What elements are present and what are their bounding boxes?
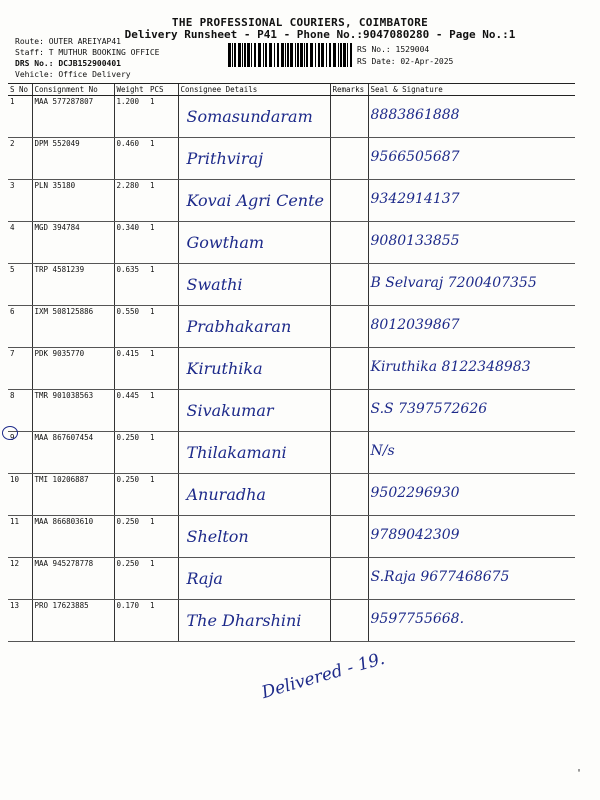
barcode-image bbox=[228, 43, 352, 67]
handwritten-signature: N/s bbox=[370, 443, 395, 459]
column-header: Consignee Details bbox=[178, 84, 330, 96]
row-consignee bbox=[178, 558, 330, 600]
row-consignee bbox=[178, 474, 330, 516]
vehicle-label: Vehicle: Office Delivery bbox=[15, 70, 131, 79]
row-consignee bbox=[178, 516, 330, 558]
barcode-bar bbox=[340, 43, 342, 67]
row-weight: 0.550 bbox=[114, 306, 148, 348]
row-consignee bbox=[178, 390, 330, 432]
row-sno: 10 bbox=[8, 474, 32, 516]
row-weight: 0.415 bbox=[114, 348, 148, 390]
row-sno: 7 bbox=[8, 348, 32, 390]
row-consignee bbox=[178, 180, 330, 222]
barcode-bar bbox=[228, 43, 231, 67]
barcode-bar bbox=[251, 43, 252, 67]
row-consignee bbox=[178, 306, 330, 348]
barcode-bar bbox=[281, 43, 284, 67]
barcode-bar bbox=[234, 43, 236, 67]
row-signature bbox=[368, 264, 575, 306]
row-remarks bbox=[330, 558, 368, 600]
drs-number: DRS No.: DCJB152900401 bbox=[15, 59, 121, 68]
rs-number: RS No.: 1529004 bbox=[357, 45, 430, 54]
row-consignment-no: TMR 901038563 bbox=[32, 390, 114, 432]
barcode-bar bbox=[306, 43, 308, 67]
row-consignment-no: MGD 394784 bbox=[32, 222, 114, 264]
row-consignment-no: TRP 4581239 bbox=[32, 264, 114, 306]
row-consignment-no: IXM 508125886 bbox=[32, 306, 114, 348]
row-pcs: 1 bbox=[148, 180, 178, 222]
row-remarks bbox=[330, 432, 368, 474]
row-remarks bbox=[330, 222, 368, 264]
row-consignment-no: MAA 945278778 bbox=[32, 558, 114, 600]
row-weight: 2.280 bbox=[114, 180, 148, 222]
row-signature bbox=[368, 222, 575, 264]
handwritten-consignee: Kovai Agri Cente bbox=[186, 191, 324, 210]
table-row bbox=[8, 306, 575, 348]
row-consignee bbox=[178, 348, 330, 390]
row-weight: 0.635 bbox=[114, 264, 148, 306]
row-consignment-no: DPM 552049 bbox=[32, 138, 114, 180]
handwritten-signature: S.S 7397572626 bbox=[370, 401, 488, 417]
row-sno: 4 bbox=[8, 222, 32, 264]
row-signature bbox=[368, 96, 575, 138]
row-consignment-no: MAA 867607454 bbox=[32, 432, 114, 474]
column-header: Seal & Signature bbox=[368, 84, 575, 96]
barcode-bar bbox=[274, 43, 275, 67]
column-header: Weight bbox=[114, 84, 148, 96]
handwritten-signature: Kiruthika 8122348983 bbox=[370, 359, 531, 375]
row-pcs: 1 bbox=[148, 138, 178, 180]
barcode-bar bbox=[315, 43, 316, 67]
row-signature bbox=[368, 516, 575, 558]
handwritten-signature: 8883861888 bbox=[370, 107, 460, 123]
row-sno: 9 bbox=[8, 432, 32, 474]
barcode-bar bbox=[247, 43, 250, 67]
row-signature bbox=[368, 474, 575, 516]
row-pcs: 1 bbox=[148, 558, 178, 600]
runsheet-table bbox=[8, 83, 575, 642]
barcode-bar bbox=[258, 43, 261, 67]
handwritten-consignee: Raja bbox=[186, 569, 223, 588]
row-signature bbox=[368, 390, 575, 432]
table-row bbox=[8, 348, 575, 390]
handwritten-consignee: Gowtham bbox=[186, 233, 265, 252]
row-remarks bbox=[330, 516, 368, 558]
row-remarks bbox=[330, 180, 368, 222]
barcode-bar bbox=[338, 43, 339, 67]
handwritten-signature: 9789042309 bbox=[370, 527, 460, 543]
row-consignee bbox=[178, 138, 330, 180]
barcode-bar bbox=[343, 43, 346, 67]
barcode-bar bbox=[297, 43, 299, 67]
handwritten-consignee: Shelton bbox=[186, 527, 249, 546]
row-remarks bbox=[330, 264, 368, 306]
handwritten-signature: B Selvaraj 7200407355 bbox=[370, 275, 537, 291]
table-row bbox=[8, 600, 575, 642]
handwritten-signature: 9566505687 bbox=[370, 149, 460, 165]
row-remarks bbox=[330, 600, 368, 642]
handwritten-signature: 9502296930 bbox=[370, 485, 460, 501]
row-pcs: 1 bbox=[148, 222, 178, 264]
row-consignee bbox=[178, 222, 330, 264]
row-pcs: 1 bbox=[148, 306, 178, 348]
row-pcs: 1 bbox=[148, 516, 178, 558]
table-row bbox=[8, 516, 575, 558]
delivered-count-note: Delivered - 19. bbox=[259, 648, 387, 703]
table-row bbox=[8, 474, 575, 516]
handwritten-consignee: Sivakumar bbox=[186, 401, 274, 420]
row-consignee bbox=[178, 96, 330, 138]
row-consignee bbox=[178, 264, 330, 306]
row-weight: 1.200 bbox=[114, 96, 148, 138]
barcode-bar bbox=[310, 43, 313, 67]
barcode-bar bbox=[290, 43, 293, 67]
row-signature bbox=[368, 180, 575, 222]
row-sno: 11 bbox=[8, 516, 32, 558]
table-row bbox=[8, 180, 575, 222]
row-pcs: 1 bbox=[148, 600, 178, 642]
barcode-bar bbox=[304, 43, 305, 67]
handwritten-consignee: Kiruthika bbox=[186, 359, 263, 378]
row-consignment-no: MAA 577287807 bbox=[32, 96, 114, 138]
column-header: S No bbox=[8, 84, 32, 96]
route-label: Route: OUTER AREIYAP41 bbox=[15, 37, 121, 46]
row-weight: 0.250 bbox=[114, 474, 148, 516]
handwritten-circle-mark bbox=[2, 426, 18, 440]
table-row bbox=[8, 96, 575, 138]
row-pcs: 1 bbox=[148, 474, 178, 516]
handwritten-signature: 9342914137 bbox=[370, 191, 460, 207]
row-remarks bbox=[330, 348, 368, 390]
table-header-row bbox=[8, 84, 575, 96]
row-remarks bbox=[330, 306, 368, 348]
barcode-bar bbox=[285, 43, 286, 67]
barcode-bar bbox=[300, 43, 303, 67]
barcode-bar bbox=[244, 43, 246, 67]
row-weight: 0.460 bbox=[114, 138, 148, 180]
row-remarks bbox=[330, 138, 368, 180]
row-signature bbox=[368, 432, 575, 474]
row-consignment-no: PRO 17623885 bbox=[32, 600, 114, 642]
barcode-bar bbox=[350, 43, 352, 67]
barcode-bar bbox=[263, 43, 264, 67]
row-pcs: 1 bbox=[148, 432, 178, 474]
barcode-bar bbox=[347, 43, 348, 67]
handwritten-signature: S.Raja 9677468675 bbox=[370, 569, 510, 585]
runsheet-title: THE PROFESSIONAL COURIERS, COIMBATORE bbox=[171, 16, 429, 29]
handwritten-consignee: Prithviraj bbox=[186, 149, 264, 168]
barcode-bar bbox=[318, 43, 320, 67]
row-consignment-no: PLN 35180 bbox=[32, 180, 114, 222]
row-remarks bbox=[330, 390, 368, 432]
barcode-bar bbox=[326, 43, 327, 67]
row-signature bbox=[368, 600, 575, 642]
table-row bbox=[8, 432, 575, 474]
row-weight: 0.445 bbox=[114, 390, 148, 432]
row-signature bbox=[368, 558, 575, 600]
row-signature bbox=[368, 306, 575, 348]
handwritten-signature: 9080133855 bbox=[370, 233, 460, 249]
barcode-bar bbox=[232, 43, 233, 67]
row-sno: 12 bbox=[8, 558, 32, 600]
table-row bbox=[8, 138, 575, 180]
handwritten-consignee: Anuradha bbox=[186, 485, 266, 504]
barcode-bar bbox=[333, 43, 336, 67]
barcode-bar bbox=[238, 43, 241, 67]
row-pcs: 1 bbox=[148, 264, 178, 306]
row-weight: 0.250 bbox=[114, 516, 148, 558]
row-consignment-no: PDK 9035770 bbox=[32, 348, 114, 390]
row-consignee bbox=[178, 600, 330, 642]
table-row bbox=[8, 390, 575, 432]
barcode-bar bbox=[254, 43, 256, 67]
row-pcs: 1 bbox=[148, 96, 178, 138]
rs-date: RS Date: 02-Apr-2025 bbox=[357, 57, 454, 66]
row-sno: 3 bbox=[8, 180, 32, 222]
row-sno: 13 bbox=[8, 600, 32, 642]
barcode-bar bbox=[265, 43, 267, 67]
row-sno: 1 bbox=[8, 96, 32, 138]
page-tick-mark: ' bbox=[576, 768, 583, 779]
barcode-bar bbox=[321, 43, 324, 67]
table-row bbox=[8, 222, 575, 264]
row-remarks bbox=[330, 96, 368, 138]
handwritten-consignee: Swathi bbox=[186, 275, 243, 294]
barcode-bar bbox=[295, 43, 296, 67]
row-weight: 0.170 bbox=[114, 600, 148, 642]
row-sno: 2 bbox=[8, 138, 32, 180]
row-pcs: 1 bbox=[148, 390, 178, 432]
row-remarks bbox=[330, 474, 368, 516]
row-sno: 5 bbox=[8, 264, 32, 306]
barcode-bar bbox=[277, 43, 279, 67]
row-signature bbox=[368, 138, 575, 180]
row-consignee bbox=[178, 432, 330, 474]
row-pcs: 1 bbox=[148, 348, 178, 390]
table-row bbox=[8, 558, 575, 600]
barcode-bar bbox=[287, 43, 289, 67]
barcode-bar bbox=[242, 43, 243, 67]
runsheet-subtitle: Delivery Runsheet - P41 - Phone No.:9047080280 - Page No.:1 bbox=[124, 28, 516, 41]
column-header: Remarks bbox=[330, 84, 368, 96]
row-weight: 0.340 bbox=[114, 222, 148, 264]
row-sno: 8 bbox=[8, 390, 32, 432]
barcode-bar bbox=[269, 43, 272, 67]
row-weight: 0.250 bbox=[114, 432, 148, 474]
staff-label: Staff: T MUTHUR BOOKING OFFICE bbox=[15, 48, 160, 57]
handwritten-consignee: Somasundaram bbox=[186, 107, 313, 126]
row-weight: 0.250 bbox=[114, 558, 148, 600]
handwritten-signature: 9597755668. bbox=[370, 611, 465, 627]
barcode-bar bbox=[329, 43, 331, 67]
row-consignment-no: MAA 866803610 bbox=[32, 516, 114, 558]
handwritten-signature: 8012039867 bbox=[370, 317, 460, 333]
column-header: Consignment No bbox=[32, 84, 114, 96]
row-sno: 6 bbox=[8, 306, 32, 348]
row-consignment-no: TMI 10206887 bbox=[32, 474, 114, 516]
table-row bbox=[8, 264, 575, 306]
column-header: PCS bbox=[148, 84, 178, 96]
handwritten-consignee: The Dharshini bbox=[186, 611, 302, 630]
row-signature bbox=[368, 348, 575, 390]
handwritten-consignee: Thilakamani bbox=[186, 443, 287, 462]
handwritten-consignee: Prabhakaran bbox=[186, 317, 292, 336]
